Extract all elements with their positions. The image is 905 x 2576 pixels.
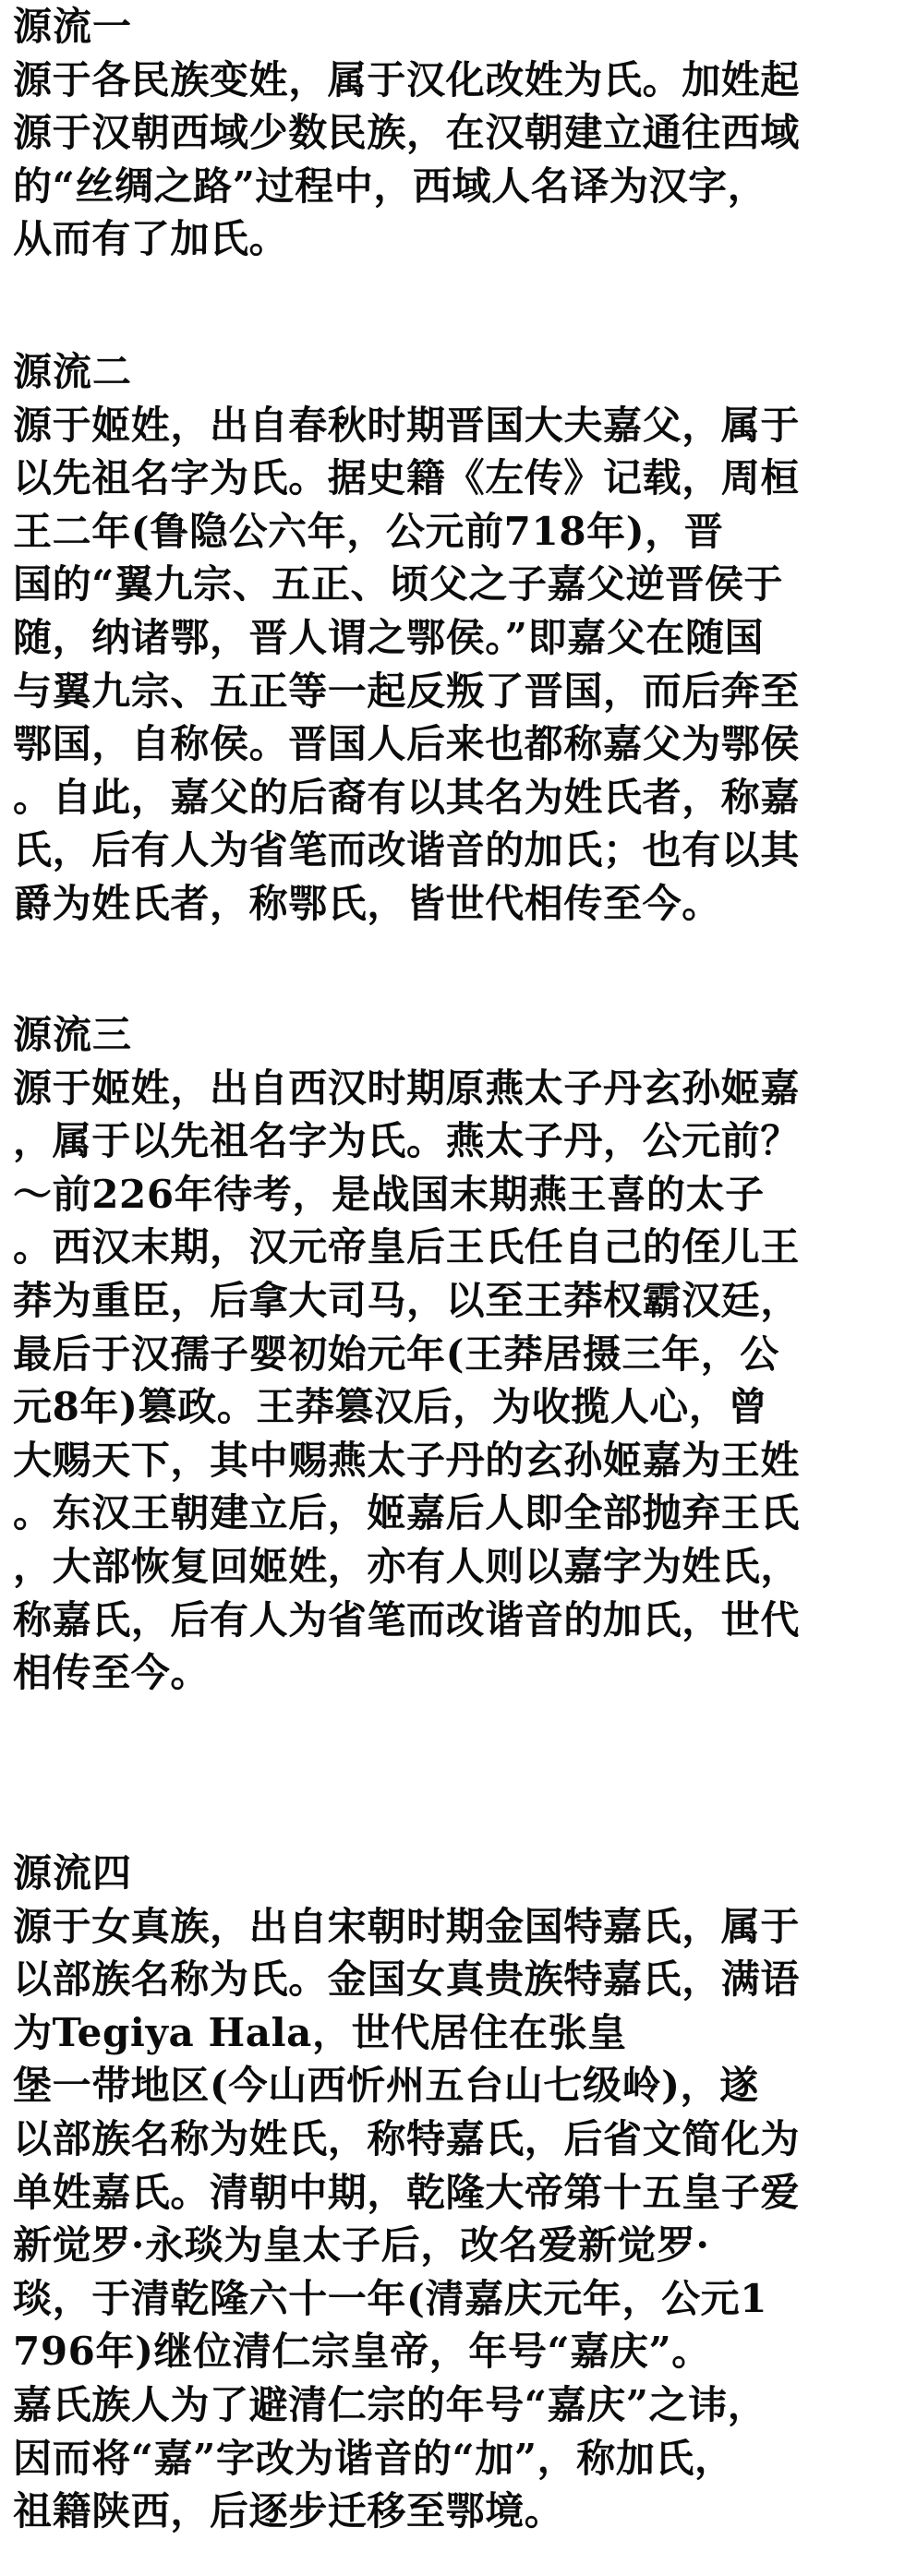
section-heading: 源流一 (13, 4, 133, 49)
text-line: 源于各民族变姓，属于汉化改姓为氏。加姓起 (13, 56, 801, 102)
text-line: ，大部恢复回姬姓，亦有人则以嘉字为姓氏， (13, 1543, 801, 1589)
text-line: 。西汉末期，汉元帝皇后王氏任自己的侄儿王 (13, 1224, 801, 1270)
text-line: ～前226年待考，是战国末期燕王喜的太子 (13, 1171, 765, 1217)
text-line: 祖籍陕西，后逐步迁移至鄂境。 (13, 2488, 564, 2534)
text-line: 国的“翼九宗、五正、顷父之子嘉父逆晋侯于 (13, 561, 784, 608)
text-line: 以部族名称为氏。金国女真贵族特嘉氏，满语 (13, 1956, 801, 2003)
text-line: 新觉罗·永琰为皇太子后，改名爱新觉罗· (13, 2222, 710, 2269)
section-2 (13, 345, 896, 931)
text-line: 爵为姓氏者，称鄂氏，皆世代相传至今。 (13, 880, 721, 926)
section-1 (13, 0, 896, 266)
section-4 (13, 1847, 896, 2538)
text-line: 源于汉朝西域少数民族，在汉朝建立通往西域 (13, 110, 801, 156)
text-line: 从而有了加氏。 (13, 216, 289, 262)
text-line: 的“丝绸之路”过程中，西域人名译为汉字， (13, 163, 767, 209)
text-line: 相传至今。 (13, 1650, 211, 1696)
text-line: 为Tegiya Hala，世代居住在张皇 (13, 2009, 627, 2055)
text-line: 因而将“嘉”字改为谐音的“加”，称加氏， (13, 2435, 734, 2481)
section-heading: 源流四 (13, 1850, 133, 1896)
text-line: 源于姬姓，出自西汉时期原燕太子丹玄孙姬嘉 (13, 1065, 801, 1111)
text-line: 氏，后有人为省笔而改谐音的加氏；也有以其 (13, 827, 801, 873)
text-line: 最后于汉孺子婴初始元年(王莽居摄三年，公 (13, 1330, 779, 1377)
text-line: 堡一带地区(今山西忻州五台山七级岭)，遂 (13, 2063, 759, 2109)
text-line: 与翼九宗、五正等一起反叛了晋国，而后奔至 (13, 668, 801, 714)
text-line: ，属于以先祖名字为氏。燕太子丹，公元前？ (13, 1118, 801, 1164)
section-3 (13, 1008, 896, 1700)
text-line: 大赐天下，其中赐燕太子丹的玄孙姬嘉为王姓 (13, 1437, 801, 1483)
text-line: 源于姬姓，出自春秋时期晋国大夫嘉父，属于 (13, 402, 801, 448)
section-heading: 源流二 (13, 349, 133, 394)
text-line: 以部族名称为姓氏，称特嘉氏，后省文简化为 (13, 2115, 801, 2161)
text-line: 元8年)篡政。王莽篡汉后，为收揽人心，曾 (13, 1384, 768, 1430)
text-line: 鄂国，自称侯。晋国人后来也都称嘉父为鄂侯 (13, 721, 801, 767)
text-line: 。自此，嘉父的后裔有以其名为姓氏者，称嘉 (13, 774, 801, 820)
text-line: 称嘉氏，后有人为省笔而改谐音的加氏，世代 (13, 1596, 801, 1643)
text-line: 莽为重臣，后拿大司马，以至王莽权霸汉廷， (13, 1277, 801, 1323)
text-line: 单姓嘉氏。清朝中期，乾隆大帝第十五皇子爱 (13, 2169, 801, 2215)
text-line: 王二年(鲁隐公六年，公元前718年)，晋 (13, 508, 724, 554)
text-line: 以先祖名字为氏。据史籍《左传》记载，周桓 (13, 455, 801, 501)
text-line: 随，纳诸鄂，晋人谓之鄂侯。”即嘉父在随国 (13, 614, 765, 660)
text-line: 796年)继位清仁宗皇帝，年号“嘉庆”。 (13, 2329, 711, 2375)
text-line: 嘉氏族人为了避清仁宗的年号“嘉庆”之讳， (13, 2381, 767, 2427)
section-heading: 源流三 (13, 1012, 133, 1057)
text-line: 源于女真族，出自宋朝时期金国特嘉氏，属于 (13, 1903, 801, 1949)
text-line: 。东汉王朝建立后，姬嘉后人即全部抛弃王氏 (13, 1490, 801, 1536)
text-line: 琰，于清乾隆六十一年(清嘉庆元年，公元1 (13, 2275, 768, 2321)
